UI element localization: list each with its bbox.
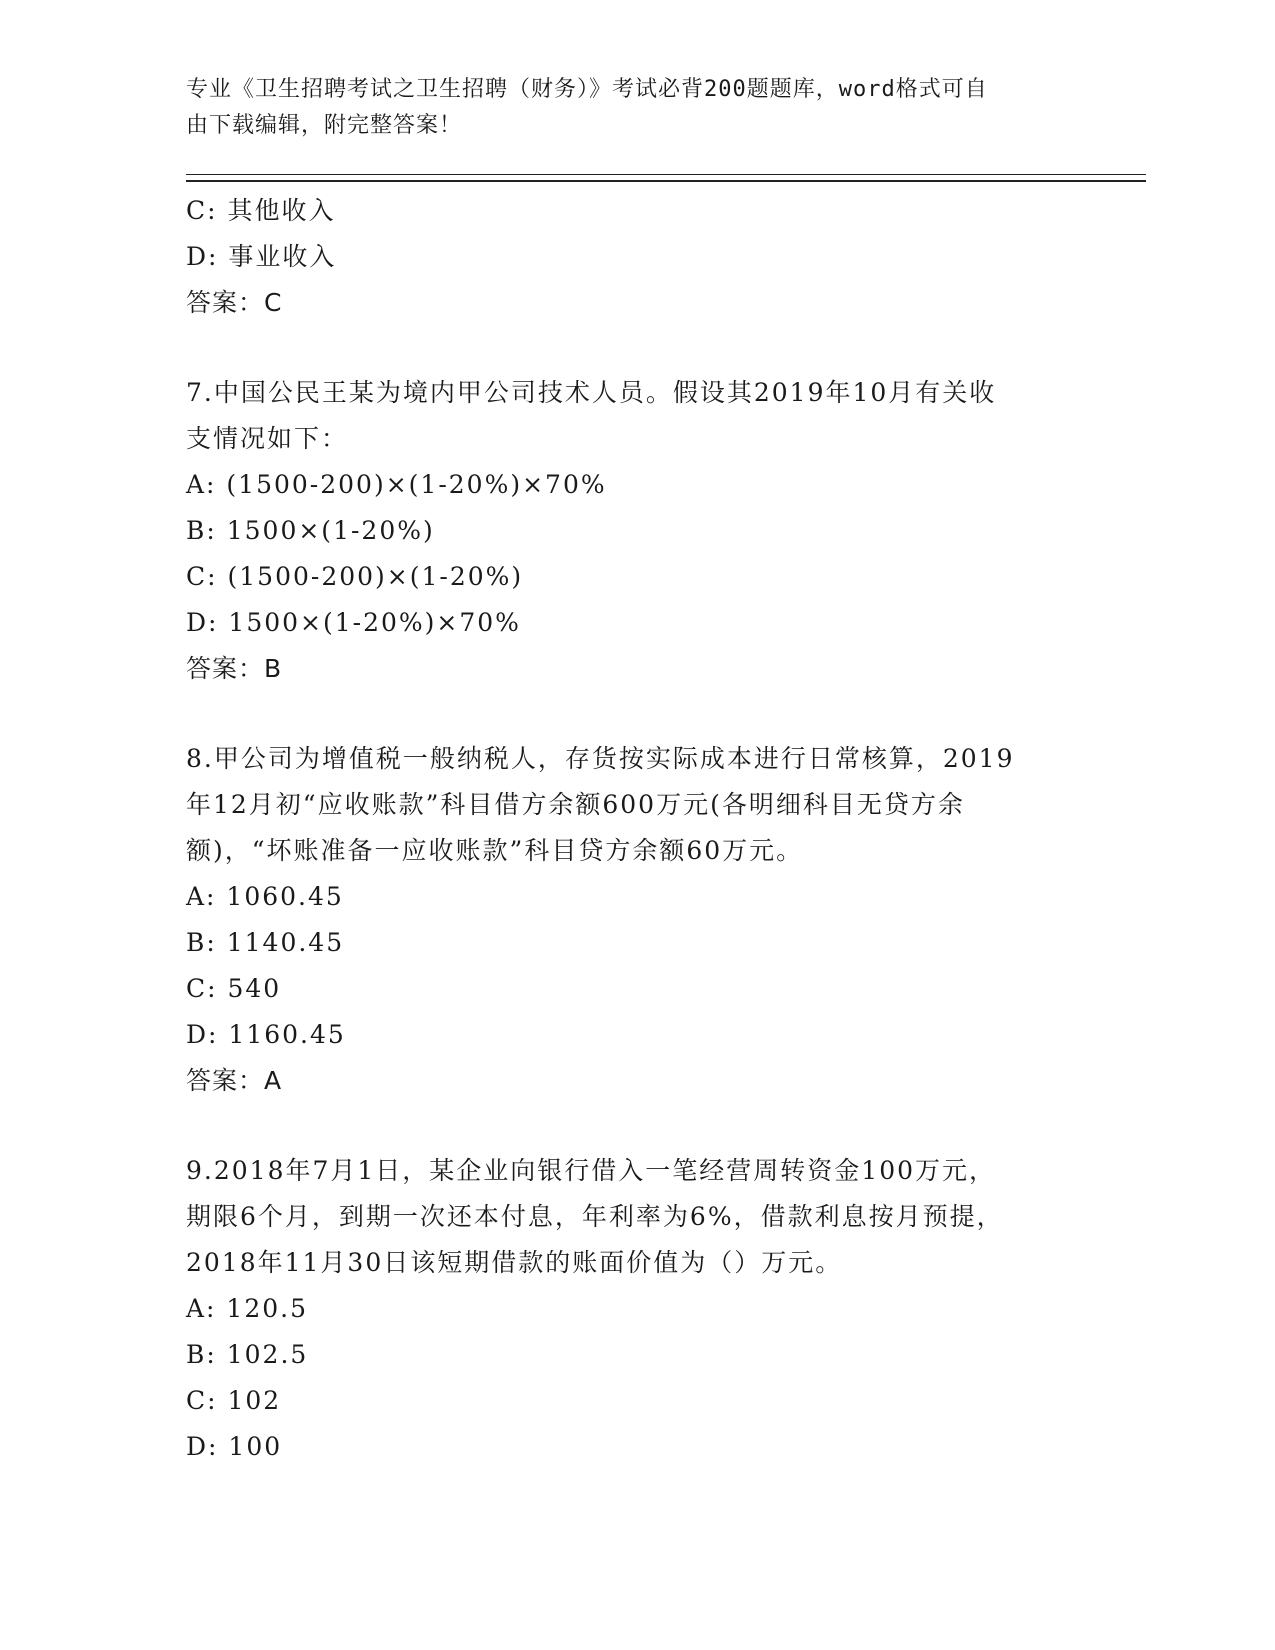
question-text-line: 8.甲公司为增值税一般纳税人，存货按实际成本进行日常核算，2019 — [186, 744, 1015, 773]
question-text-line: 年12月初“应收账款”科目借方余额600万元(各明细科目无贷方余 — [186, 790, 965, 819]
question-text-line: 期限6个月，到期一次还本付息，年利率为6%，借款利息按月预提， — [186, 1202, 1004, 1231]
option-c: C: 其他收入 — [186, 196, 336, 225]
option-d: D: 1160.45 — [186, 1020, 346, 1049]
option-d: D: 1500×(1-20%)×70% — [186, 608, 521, 637]
option-c: C: (1500-200)×(1-20%) — [186, 562, 524, 591]
question-text-line: 支情况如下： — [186, 424, 349, 453]
answer: 答案：C — [186, 288, 283, 317]
spacer — [186, 326, 1066, 370]
spacer — [186, 1104, 1066, 1148]
spacer — [186, 692, 1066, 736]
page-header — [186, 72, 1066, 144]
option-d: D: 100 — [186, 1432, 283, 1461]
option-a: A: 120.5 — [186, 1294, 308, 1323]
question-6 — [186, 188, 1066, 326]
answer: 答案：B — [186, 654, 283, 683]
question-text-line: 2018年11月30日该短期借款的账面价值为（）万元。 — [186, 1248, 843, 1277]
option-c: C: 102 — [186, 1386, 282, 1415]
question-content — [186, 188, 1066, 1470]
header-line-2: 由下载编辑，附完整答案！ — [186, 113, 463, 138]
header-line-1: 专业《卫生招聘考试之卫生招聘（财务）》考试必背200题题库，word格式可自 — [186, 77, 988, 102]
option-b: B: 1140.45 — [186, 928, 345, 957]
question-text-line: 9.2018年7月1日，某企业向银行借入一笔经营周转资金100万元， — [186, 1156, 997, 1185]
option-a: A: 1060.45 — [186, 882, 344, 911]
option-b: B: 1500×(1-20%) — [186, 516, 435, 545]
answer: 答案：A — [186, 1066, 283, 1095]
question-7 — [186, 370, 1066, 692]
header-divider-thin — [186, 174, 1146, 175]
option-d: D: 事业收入 — [186, 242, 337, 271]
question-text-line: 7.中国公民王某为境内甲公司技术人员。假设其2019年10月有关收 — [186, 378, 997, 407]
question-8 — [186, 736, 1066, 1104]
option-a: A: (1500-200)×(1-20%)×70% — [186, 470, 607, 499]
question-9 — [186, 1148, 1066, 1470]
question-text-line: 额)，“坏账准备一应收账款”科目贷方余额60万元。 — [186, 836, 804, 865]
option-b: B: 102.5 — [186, 1340, 309, 1369]
option-c: C: 540 — [186, 974, 282, 1003]
header-divider-thick — [186, 180, 1146, 182]
